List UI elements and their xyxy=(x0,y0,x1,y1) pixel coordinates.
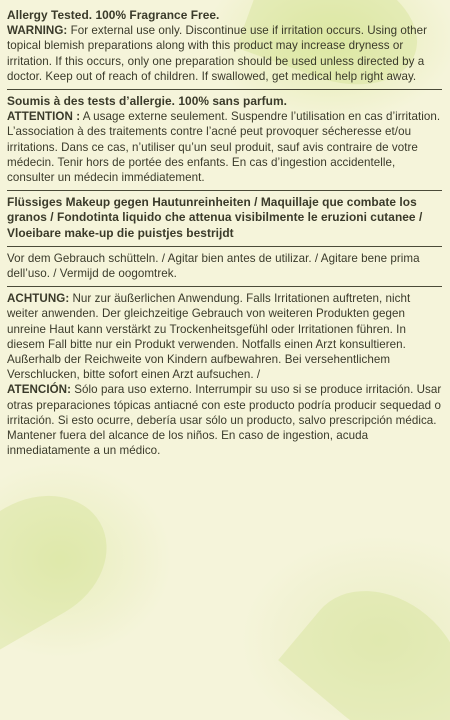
atencion-text: Sólo para uso externo. Interrumpir su uso si se produce irritación. Usar otras preparaciones tópicas antiacné con este producto podría producir sequedad o irritación. Si esto ocurre, debería usar sólo un producto, salvo prescripción médica. Mantener fuera del alcance de los niños. En caso de ingestion, acuda inmediatamente a un médico. xyxy=(7,383,442,458)
leaf-decoration xyxy=(0,471,130,650)
multilingual-product-name: Flüssiges Makeup gegen Hautunreinheiten / Maquillaje que combate los granos / Fondotinta liquido che attenua visibilmente le eruzioni cutanee / Vloeibare make-up die puistjes bestrijdt xyxy=(7,195,423,240)
german-warning xyxy=(7,291,442,382)
attention-label: ATTENTION : xyxy=(7,110,81,124)
leaf-decoration xyxy=(278,561,450,720)
section-divider xyxy=(7,286,442,287)
section-divider xyxy=(7,246,442,247)
directions-section xyxy=(7,251,442,281)
french-section xyxy=(7,94,442,185)
english-heading: Allergy Tested. 100% Fragrance Free. xyxy=(7,8,220,22)
atencion-label: ATENCIÓN: xyxy=(7,383,71,397)
english-section xyxy=(7,8,442,84)
achtung-label: ACHTUNG: xyxy=(7,292,70,306)
english-warning xyxy=(7,23,442,84)
attention-text: A usage externe seulement. Suspendre l’utilisation en cas d’irritation. L’association à des traitements contre l’acné peut provoquer sécheresse et/ou irritations. Dans ce cas, n’utiliser qu’un seul produit, sauf avis contraire de votre médecin. Tenir hors de portée des enfants. En cas d’ingestion accidentelle, consulter un médecin immédiatement. xyxy=(7,110,441,185)
section-divider xyxy=(7,190,442,191)
product-name-section xyxy=(7,195,442,241)
spanish-warning xyxy=(7,382,442,458)
achtung-text: Nur zur äußerlichen Anwendung. Falls Irritationen auftreten, nicht weiter anwenden. Der gleichzeitige Gebrauch von weiteren Produkten gegen unreine Haut kann verstärkt zu Trockenheitsgefühl oder Irritationen führen. In diesem Fall bitte nur ein Produkt verwenden. Notfalls einen Arzt konsultieren. Außerhalb der Reichweite von Kindern aufbewahren. Bei versehentlichem Verschlucken, bitte sofort einen Arzt aufsuchen. / xyxy=(7,292,411,382)
french-heading: Soumis à des tests d’allergie. 100% sans parfum. xyxy=(7,94,287,109)
shake-instruction: Vor dem Gebrauch schütteln. / Agitar bien antes de utilizar. / Agitare bene prima dell’uso. / Vermijd de oogomtrek. xyxy=(7,251,420,281)
warning-label: WARNING: xyxy=(7,24,68,38)
german-spanish-section xyxy=(7,291,442,458)
warning-text: For external use only. Discontinue use if irritation occurs. Using other topical blemish preparations along with this product may increase dryness or irritation. If this occurs, only one preparation should be used unless directed by a doctor. Keep out of reach of children. If swallowed, get medical help right away. xyxy=(7,24,428,83)
section-divider xyxy=(7,89,442,90)
french-warning xyxy=(7,109,442,185)
